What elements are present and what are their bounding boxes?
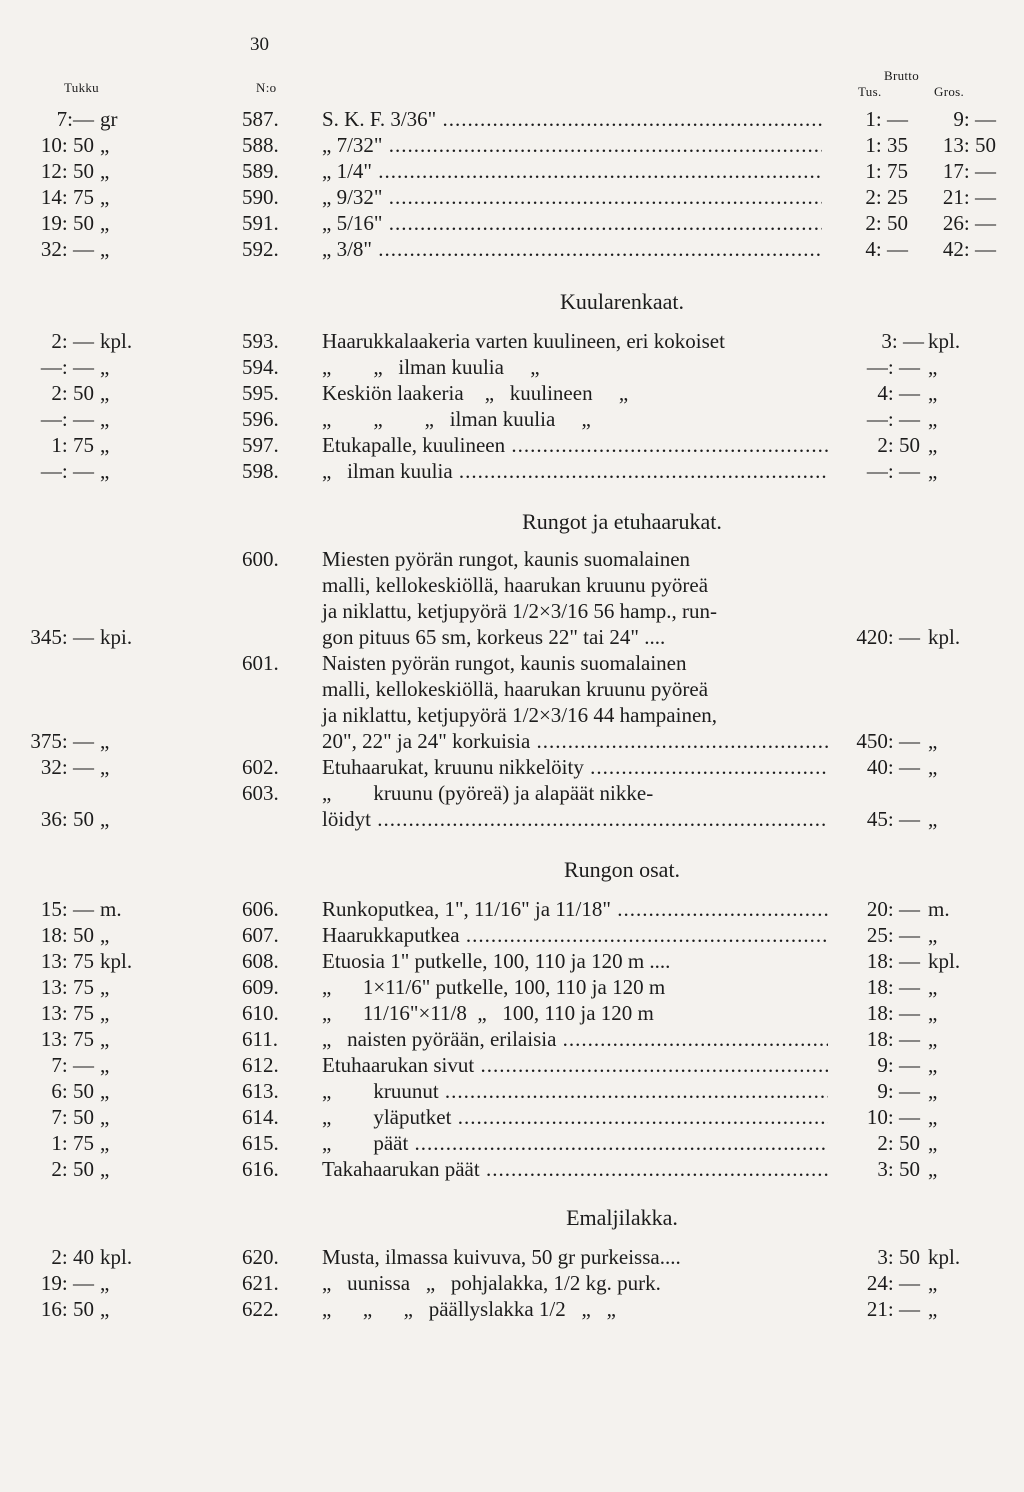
item-description: „ naisten pyörään, erilaisia ..... xyxy=(322,1026,828,1052)
item-description-line: löidyt ..... xyxy=(322,806,828,832)
header-brutto: Brutto xyxy=(884,68,920,83)
wholesale-unit: „ xyxy=(100,1131,110,1155)
section-heading-emaljilakka: Emaljilakka. xyxy=(566,1205,678,1230)
item-description: Etuhaarukan sivut ..... xyxy=(322,1052,828,1078)
section-heading-rungot: Rungot ja etuhaarukat. xyxy=(522,509,722,534)
section-heading-rungon-osat: Rungon osat. xyxy=(563,857,681,882)
retail-price: 9: — xyxy=(877,1079,920,1103)
price-per-gross: 9: — xyxy=(953,107,996,131)
wholesale-unit: „ xyxy=(100,433,110,457)
retail-unit: „ xyxy=(928,1027,938,1051)
retail-price: 9: — xyxy=(877,1053,920,1077)
item-number: 612. xyxy=(242,1053,279,1077)
item-description: „ 9/32" ..... xyxy=(322,184,822,210)
wholesale-price: 7:— xyxy=(56,107,94,131)
item-description: „ 5/16" ..... xyxy=(322,210,822,236)
wholesale-price: —: — xyxy=(40,407,94,431)
item-description: Haarukkalaakeria varten kuulineen, eri kokoiset xyxy=(322,329,725,353)
wholesale-unit: kpl. xyxy=(100,329,133,353)
wholesale-unit: „ xyxy=(100,1297,110,1321)
wholesale-unit: „ xyxy=(100,381,110,405)
item-number: 592. xyxy=(242,237,279,261)
retail-price: 3: 50 xyxy=(877,1245,920,1269)
retail-price: 40: — xyxy=(866,755,920,779)
wholesale-price: 7: — xyxy=(51,1053,94,1077)
retail-price: —: — xyxy=(866,459,920,483)
wholesale-price: 19: — xyxy=(40,1271,94,1295)
item-number: 609. xyxy=(242,975,279,999)
wholesale-price: 13: 75 xyxy=(40,949,94,973)
item-number: 595. xyxy=(242,381,279,405)
wholesale-price: 1: 75 xyxy=(51,1131,94,1155)
item-description: „ 3/8" ..... xyxy=(322,236,822,262)
item-number: 608. xyxy=(242,949,279,973)
retail-price: 3: 50 xyxy=(877,1157,920,1181)
wholesale-unit: kpi. xyxy=(100,625,133,649)
retail-price: 2: 50 xyxy=(877,433,920,457)
wholesale-price: 15: — xyxy=(40,897,94,921)
item-number: 590. xyxy=(242,185,279,209)
item-description: Etuosia 1" putkelle, 100, 110 ja 120 m .... xyxy=(322,949,671,973)
wholesale-unit: „ xyxy=(100,1001,110,1025)
item-description-line: ja niklattu, ketjupyörä 1/2×3/16 56 hamp., run- xyxy=(322,599,718,623)
item-description: „ yläputket ..... xyxy=(322,1104,828,1130)
header-gros: Gros. xyxy=(934,84,965,99)
wholesale-unit: „ xyxy=(100,807,110,831)
retail-price: 21: — xyxy=(866,1297,920,1321)
item-description-line: ja niklattu, ketjupyörä 1/2×3/16 44 hampainen, xyxy=(322,703,718,727)
item-number: 597. xyxy=(242,433,279,457)
item-description-line: 20", 22" ja 24" korkuisia ..... xyxy=(322,728,828,754)
price-per-dozen: 1: 75 xyxy=(865,159,908,183)
retail-unit: kpl. xyxy=(928,949,961,973)
retail-unit: „ xyxy=(928,1131,938,1155)
item-description-line: Naisten pyörän rungot, kaunis suomalainen xyxy=(322,651,687,675)
item-description-line: Miesten pyörän rungot, kaunis suomalainen xyxy=(322,547,691,571)
wholesale-unit: kpl. xyxy=(100,949,133,973)
item-number: 601. xyxy=(242,651,279,675)
item-description: „ päät ..... xyxy=(322,1130,828,1156)
wholesale-price: 14: 75 xyxy=(40,185,94,209)
wholesale-unit: „ xyxy=(100,923,110,947)
item-description: „ ilman kuulia ..... xyxy=(322,458,828,484)
retail-unit: m. xyxy=(928,897,950,921)
retail-unit: „ xyxy=(928,407,938,431)
wholesale-price: 13: 75 xyxy=(40,975,94,999)
retail-unit: „ xyxy=(928,1053,938,1077)
wholesale-price: 7: 50 xyxy=(51,1105,94,1129)
wholesale-unit: „ xyxy=(100,459,110,483)
item-description: „ uunissa „ pohjalakka, 1/2 kg. purk. xyxy=(322,1271,661,1295)
item-description: Takahaarukan päät ..... xyxy=(322,1156,828,1182)
item-description: „ „ „ päällyslakka 1/2 „ „ xyxy=(322,1297,616,1321)
retail-unit: „ xyxy=(928,1105,938,1129)
wholesale-unit: „ xyxy=(100,1027,110,1051)
retail-price: 25: — xyxy=(866,923,920,947)
retail-price: 10: — xyxy=(866,1105,920,1129)
wholesale-unit: „ xyxy=(100,755,110,779)
section-heading-kuularenkaat: Kuularenkaat. xyxy=(560,289,684,314)
item-description-line: malli, kellokeskiöllä, haarukan kruunu pyöreä xyxy=(322,677,709,701)
price-per-gross: 13: 50 xyxy=(942,133,996,157)
item-number: 588. xyxy=(242,133,279,157)
wholesale-price: 18: 50 xyxy=(40,923,94,947)
retail-unit: „ xyxy=(928,1001,938,1025)
item-number: 615. xyxy=(242,1131,279,1155)
retail-unit: „ xyxy=(928,975,938,999)
wholesale-unit: „ xyxy=(100,133,110,157)
retail-unit: „ xyxy=(928,1271,938,1295)
wholesale-price: 345: — xyxy=(30,625,94,649)
header-tukku: Tukku xyxy=(64,80,99,95)
wholesale-price: 6: 50 xyxy=(51,1079,94,1103)
retail-price: —: — xyxy=(866,355,920,379)
item-description: „ 11/16"×11/8 „ 100, 110 ja 120 m xyxy=(322,1001,654,1025)
item-number: 603. xyxy=(242,781,279,805)
price-per-dozen: 2: 25 xyxy=(865,185,908,209)
retail-unit: „ xyxy=(928,433,938,457)
wholesale-unit: „ xyxy=(100,1271,110,1295)
wholesale-unit: „ xyxy=(100,159,110,183)
retail-price: 18: — xyxy=(866,1001,920,1025)
wholesale-unit: „ xyxy=(100,237,110,261)
retail-unit: kpl. xyxy=(928,625,961,649)
wholesale-price: 36: 50 xyxy=(40,807,94,831)
wholesale-unit: „ xyxy=(100,407,110,431)
wholesale-unit: „ xyxy=(100,1053,110,1077)
item-number: 620. xyxy=(242,1245,279,1269)
wholesale-unit: „ xyxy=(100,1079,110,1103)
item-description-line: „ kruunu (pyöreä) ja alapäät nikke- xyxy=(322,781,654,805)
retail-unit: „ xyxy=(928,459,938,483)
item-description: „ „ „ ilman kuulia „ xyxy=(322,407,591,431)
item-description: Haarukkaputkea ..... xyxy=(322,922,828,948)
retail-price: 18: — xyxy=(866,949,920,973)
retail-unit: „ xyxy=(928,1079,938,1103)
item-number: 616. xyxy=(242,1157,279,1181)
wholesale-unit: „ xyxy=(100,1157,110,1181)
retail-unit: „ xyxy=(928,729,938,753)
item-description-line: malli, kellokeskiöllä, haarukan kruunu pyöreä xyxy=(322,573,709,597)
item-number: 600. xyxy=(242,547,279,571)
price-per-gross: 21: — xyxy=(942,185,996,209)
retail-price: 3: — xyxy=(881,329,924,353)
item-number: 594. xyxy=(242,355,279,379)
header-nro: N:o xyxy=(256,80,277,95)
item-description: Etuhaarukat, kruunu nikkelöity ..... xyxy=(322,754,828,780)
price-per-dozen: 1: — xyxy=(865,107,908,131)
item-number: 587. xyxy=(242,107,279,131)
retail-unit: „ xyxy=(928,381,938,405)
item-description: „ 1×11/6" putkelle, 100, 110 ja 120 m xyxy=(322,975,666,999)
price-per-gross: 42: — xyxy=(942,237,996,261)
retail-unit: „ xyxy=(928,807,938,831)
item-description: „ kruunut ..... xyxy=(322,1078,828,1104)
wholesale-unit: „ xyxy=(100,729,110,753)
wholesale-unit: „ xyxy=(100,355,110,379)
price-per-dozen: 4: — xyxy=(865,237,908,261)
wholesale-price: 16: 50 xyxy=(40,1297,94,1321)
retail-price: 18: — xyxy=(866,1027,920,1051)
item-number: 611. xyxy=(242,1027,278,1051)
item-description: Keskiön laakeria „ kuulineen „ xyxy=(322,381,629,405)
item-description: Runkoputkea, 1", 11/16" ja 11/18" ..... xyxy=(322,896,828,922)
price-per-gross: 17: — xyxy=(942,159,996,183)
retail-price: 4: — xyxy=(877,381,920,405)
item-number: 598. xyxy=(242,459,279,483)
retail-price: 18: — xyxy=(866,975,920,999)
item-number: 596. xyxy=(242,407,279,431)
wholesale-price: 13: 75 xyxy=(40,1001,94,1025)
wholesale-price: 10: 50 xyxy=(40,133,94,157)
retail-price: 24: — xyxy=(866,1271,920,1295)
wholesale-price: 2: 50 xyxy=(51,1157,94,1181)
item-description: „ 1/4" ..... xyxy=(322,158,822,184)
retail-price: 450: — xyxy=(856,729,920,753)
item-number: 613. xyxy=(242,1079,279,1103)
item-number: 593. xyxy=(242,329,279,353)
item-number: 602. xyxy=(242,755,279,779)
wholesale-unit: „ xyxy=(100,1105,110,1129)
retail-unit: „ xyxy=(928,355,938,379)
retail-price: 45: — xyxy=(866,807,920,831)
wholesale-price: 12: 50 xyxy=(40,159,94,183)
item-number: 591. xyxy=(242,211,279,235)
wholesale-price: 32: — xyxy=(40,755,94,779)
wholesale-price: —: — xyxy=(40,459,94,483)
item-number: 614. xyxy=(242,1105,279,1129)
item-number: 621. xyxy=(242,1271,279,1295)
item-description: Musta, ilmassa kuivuva, 50 gr purkeissa.... xyxy=(322,1245,681,1269)
retail-price: 2: 50 xyxy=(877,1131,920,1155)
price-per-gross: 26: — xyxy=(942,211,996,235)
wholesale-price: 32: — xyxy=(40,237,94,261)
wholesale-price: 2: — xyxy=(51,329,94,353)
price-per-dozen: 1: 35 xyxy=(865,133,908,157)
item-description-line: gon pituus 65 sm, korkeus 22" tai 24" .... xyxy=(322,625,666,649)
wholesale-unit: „ xyxy=(100,975,110,999)
wholesale-price: 13: 75 xyxy=(40,1027,94,1051)
item-number: 589. xyxy=(242,159,279,183)
item-number: 607. xyxy=(242,923,279,947)
item-number: 606. xyxy=(242,897,279,921)
retail-unit: kpl. xyxy=(928,329,961,353)
retail-unit: „ xyxy=(928,1297,938,1321)
item-description: Etukapalle, kuulineen ..... xyxy=(322,432,828,458)
retail-unit: „ xyxy=(928,755,938,779)
retail-unit: „ xyxy=(928,923,938,947)
wholesale-price: 1: 75 xyxy=(51,433,94,457)
item-description: S. K. F. 3/36" ..... xyxy=(322,106,822,132)
wholesale-price: —: — xyxy=(40,355,94,379)
wholesale-unit: m. xyxy=(100,897,122,921)
retail-price: —: — xyxy=(866,407,920,431)
wholesale-unit: „ xyxy=(100,211,110,235)
retail-price: 20: — xyxy=(866,897,920,921)
wholesale-unit: gr xyxy=(100,107,118,131)
retail-unit: kpl. xyxy=(928,1245,961,1269)
wholesale-price: 19: 50 xyxy=(40,211,94,235)
wholesale-price: 2: 50 xyxy=(51,381,94,405)
page-number: 30 xyxy=(250,34,269,55)
price-per-dozen: 2: 50 xyxy=(865,211,908,235)
wholesale-price: 2: 40 xyxy=(51,1245,94,1269)
item-number: 622. xyxy=(242,1297,279,1321)
header-tus: Tus. xyxy=(858,84,882,99)
wholesale-unit: „ xyxy=(100,185,110,209)
item-description: „ „ ilman kuulia „ xyxy=(322,355,540,379)
retail-unit: „ xyxy=(928,1157,938,1181)
item-description: „ 7/32" ..... xyxy=(322,132,822,158)
wholesale-unit: kpl. xyxy=(100,1245,133,1269)
wholesale-price: 375: — xyxy=(30,729,94,753)
item-number: 610. xyxy=(242,1001,279,1025)
retail-price: 420: — xyxy=(856,625,920,649)
